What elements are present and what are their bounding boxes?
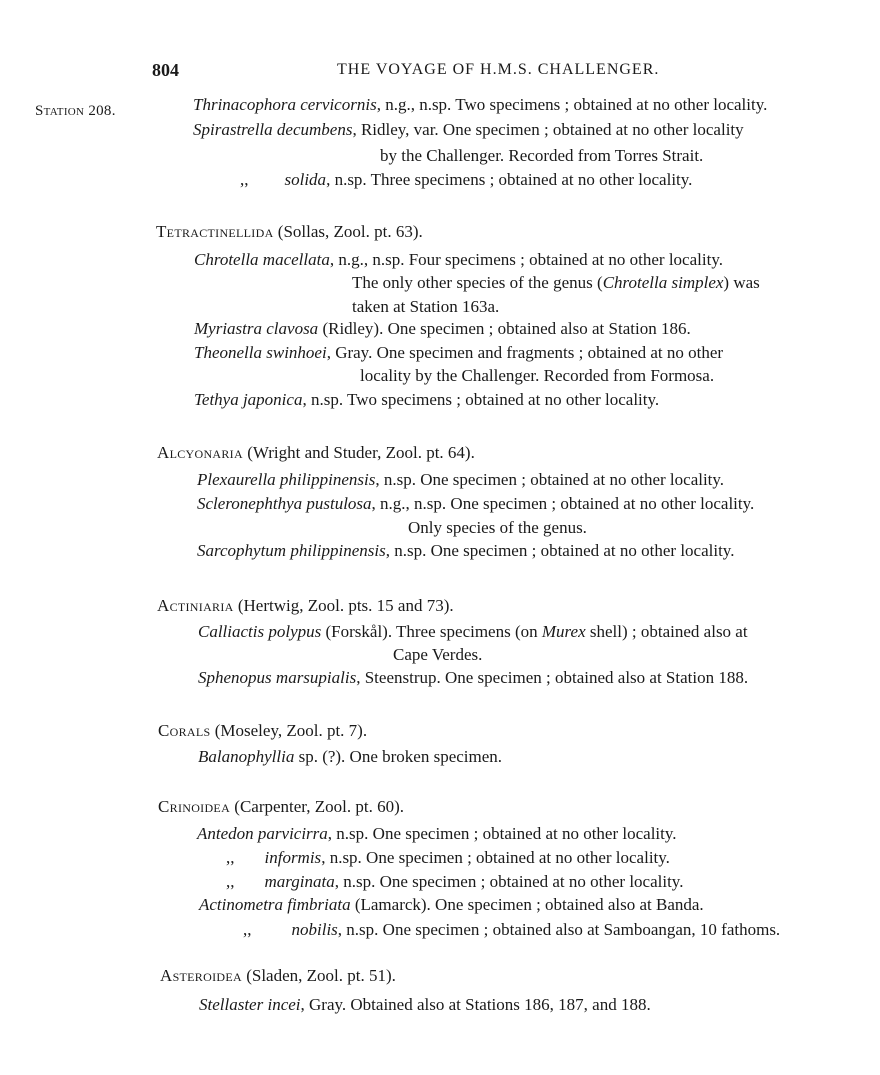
ditto-mark: ,,	[226, 848, 235, 867]
species-name: marginata	[264, 872, 335, 891]
list-item	[194, 343, 723, 363]
species-details: , n.sp. One specimen ; obtained at no other locality.	[327, 824, 677, 843]
species-details: (Ridley). One specimen ; obtained also at Station 186.	[318, 319, 691, 338]
running-title: THE VOYAGE OF H.M.S. CHALLENGER.	[337, 61, 660, 78]
species-name: Theonella swinhoei	[194, 343, 327, 362]
list-item	[193, 120, 744, 140]
species-details: (Lamarck). One specimen ; obtained also at Banda.	[350, 895, 704, 914]
section-heading-crinoidea	[158, 797, 404, 817]
section-title: Tetractinellida	[156, 222, 274, 241]
species-name: Myriastra clavosa	[194, 319, 319, 338]
species-name: Chrotella simplex	[602, 273, 724, 292]
continuation-line	[352, 273, 760, 293]
list-item	[194, 319, 691, 339]
species-details: , n.sp. One specimen ; obtained at no other locality.	[375, 470, 725, 489]
list-item	[226, 872, 683, 892]
section-title: Corals	[158, 721, 211, 740]
section-heading-tetractinellida	[156, 222, 423, 242]
species-name: Sarcophytum philippinensis	[197, 541, 386, 560]
species-name: Balanophyllia	[198, 747, 295, 766]
section-heading-alcyonaria	[157, 443, 475, 463]
list-item	[198, 668, 748, 688]
section-title: Actiniaria	[157, 596, 234, 615]
species-details: , Gray. One specimen and fragments ; obtained at no other	[326, 343, 724, 362]
species-details: , n.sp. One specimen ; obtained at no other locality.	[385, 541, 735, 560]
list-item	[226, 848, 670, 868]
species-name: Antedon parvicirra	[197, 824, 328, 843]
ditto-mark: ,,	[243, 920, 252, 939]
species-details: , Steenstrup. One specimen ; obtained also at Station 188.	[356, 668, 749, 687]
species-name: Tethya japonica	[194, 390, 303, 409]
list-item	[198, 622, 748, 642]
section-heading-corals	[158, 721, 367, 741]
list-item	[198, 747, 502, 767]
section-reference: (Hertwig, Zool. pts. 15 and 73).	[233, 596, 454, 615]
list-item	[197, 494, 754, 514]
section-title: Asteroidea	[160, 966, 242, 985]
list-item	[243, 920, 780, 940]
species-name: Stellaster incei	[199, 995, 301, 1014]
list-item	[194, 250, 723, 270]
list-item	[197, 541, 734, 561]
ditto-mark: ,,	[226, 872, 235, 891]
section-title: Alcyonaria	[157, 443, 243, 462]
continuation-line: locality by the Challenger. Recorded from Formosa.	[360, 366, 715, 385]
continuation-line: Only species of the genus.	[408, 518, 587, 537]
species-details: , n.sp. Two specimens ; obtained at no other locality.	[302, 390, 660, 409]
text-fragment: The only other species of the genus (	[352, 273, 603, 292]
continuation-line: taken at Station 163a.	[352, 297, 500, 316]
section-reference: (Sollas, Zool. pt. 63).	[273, 222, 423, 241]
section-reference: (Moseley, Zool. pt. 7).	[210, 721, 368, 740]
list-item	[197, 824, 677, 844]
list-item	[199, 895, 704, 915]
text-fragment: ) was	[723, 273, 760, 292]
species-details: , n.g., n.sp. One specimen ; obtained at no other locality.	[371, 494, 755, 513]
continuation-line: by the Challenger. Recorded from Torres Strait.	[380, 146, 704, 165]
section-heading-actiniaria	[157, 596, 454, 616]
section-reference: (Sladen, Zool. pt. 51).	[241, 966, 396, 985]
section-reference: (Wright and Studer, Zool. pt. 64).	[242, 443, 475, 462]
species-name: Chrotella macellata	[194, 250, 330, 269]
list-item	[197, 470, 724, 490]
species-details: , Gray. Obtained also at Stations 186, 187, and 188.	[300, 995, 651, 1014]
species-details: , n.sp. One specimen ; obtained also at Samboangan, 10 fathoms.	[337, 920, 781, 939]
species-name: Calliactis polypus	[198, 622, 322, 641]
species-name: solida	[284, 170, 327, 189]
species-name: Murex	[541, 622, 586, 641]
species-details: , n.sp. Three specimens ; obtained at no other locality.	[326, 170, 693, 189]
section-reference: (Carpenter, Zool. pt. 60).	[230, 797, 405, 816]
page-number: 804	[152, 60, 179, 80]
species-name: informis	[264, 848, 322, 867]
species-details: shell) ; obtained also at	[585, 622, 748, 641]
continuation-line: Cape Verdes.	[393, 645, 483, 664]
species-details: sp. (?). One broken specimen.	[294, 747, 503, 766]
list-item	[199, 995, 651, 1015]
species-details: , Ridley, var. One specimen ; obtained at no other locality	[352, 120, 744, 139]
species-details: , n.g., n.sp. Four specimens ; obtained at no other locality.	[329, 250, 723, 269]
species-details: , n.sp. One specimen ; obtained at no other locality.	[321, 848, 670, 867]
section-heading-asteroidea	[160, 966, 396, 986]
species-details: , n.sp. One specimen ; obtained at no other locality.	[334, 872, 684, 891]
species-name: Plexaurella philippinensis	[197, 470, 376, 489]
species-name: Sphenopus marsupialis	[198, 668, 357, 687]
species-name: Spirastrella decumbens	[193, 120, 353, 139]
section-title: Crinoidea	[158, 797, 231, 816]
list-item	[240, 170, 692, 190]
list-item	[194, 390, 659, 410]
ditto-mark: ,,	[240, 170, 249, 189]
list-item	[193, 95, 767, 115]
species-details: (Forskål). Three specimens (on	[321, 622, 542, 641]
species-details: , n.g., n.sp. Two specimens ; obtained at no other locality.	[376, 95, 768, 114]
species-name: Thrinacophora cervicornis	[193, 95, 377, 114]
species-name: Actinometra fimbriata	[199, 895, 351, 914]
species-name: nobilis	[291, 920, 338, 939]
station-label: Station 208.	[35, 103, 116, 119]
species-name: Scleronephthya pustulosa	[197, 494, 372, 513]
